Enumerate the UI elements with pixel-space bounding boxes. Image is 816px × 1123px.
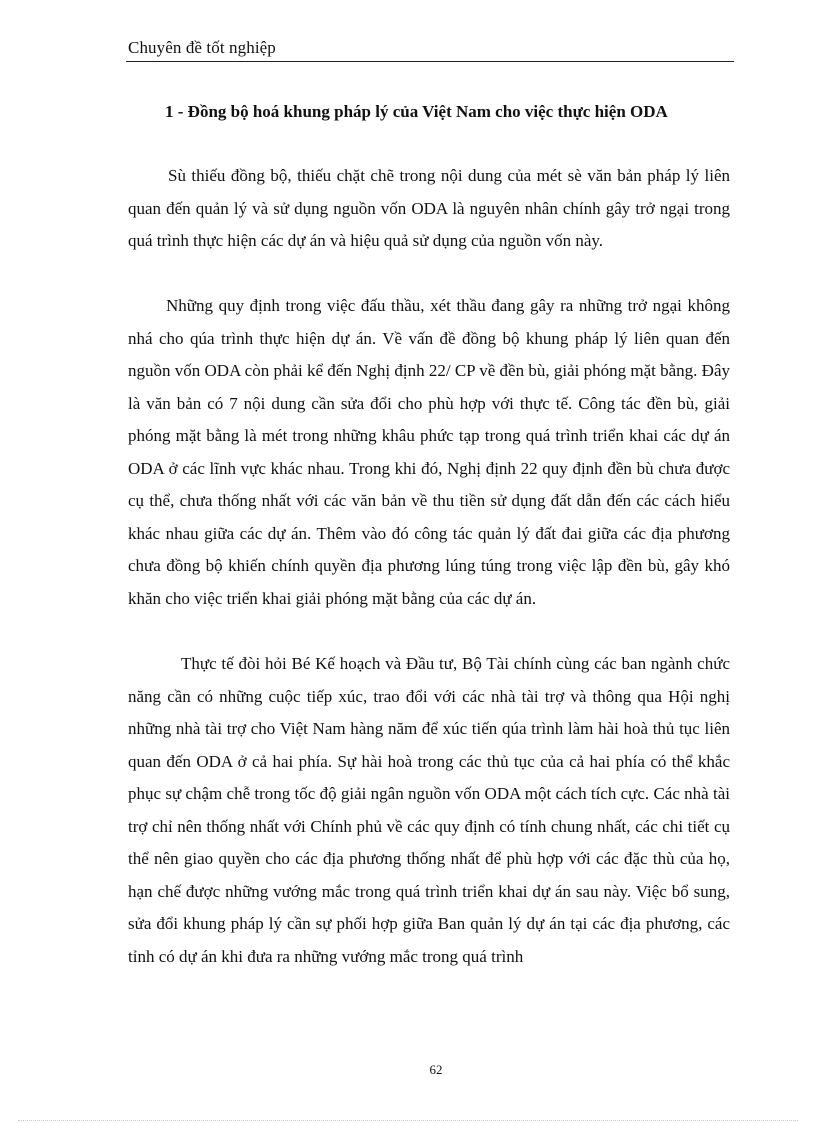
header-divider [126, 61, 734, 62]
body-paragraph-2: Những quy định trong việc đấu thầu, xét thầu đang gây ra những trở ngại không nhá cho qúa trình thực hiện dự án. Về vấn đề đồng bộ khung pháp lý liên quan đến nguồn vốn ODA còn phải kể đến Nghị định 22/ CP về đền bù, giải phóng mặt bằng. Đây là văn bản có 7 nội dung cần sửa đổi cho phù hợp với thực tế. Công tác đền bù, giải phóng mặt bằng là mét trong những khâu phức tạp trong quá trình triển khai các dự án ODA ở các lĩnh vực khác nhau. Trong khi đó, Nghị định 22 quy định đền bù chưa được cụ thể, chưa thống nhất với các văn bản về thu tiền sử dụng đất dẫn đến các cách hiểu khác nhau giữa các dự án. Thêm vào đó công tác quản lý đất đai giữa các địa phương chưa đồng bộ khiến chính quyền địa phương lúng túng trong việc lập đền bù, gây khó khăn cho việc triển khai giải phóng mặt bằng của các dự án. [128, 296, 730, 608]
body-paragraph-3: Thực tế đòi hỏi Bé Kế hoạch và Đầu tư, Bộ Tài chính cùng các ban ngành chức năng cần có những cuộc tiếp xúc, trao đổi với các nhà tài trợ và thông qua Hội nghị những nhà tài trợ cho Việt Nam hàng năm để xúc tiến qúa trình làm hài hoà thủ tục liên quan đến ODA ở cả hai phía. Sự hài hoà trong các thủ tục của cả hai phía có thể khắc phục sự chậm chễ trong tốc độ giải ngân nguồn vốn ODA một cách tích cực. Các nhà tài trợ chỉ nên thống nhất với Chính phủ về các quy định có tính chung nhất, các chi tiết cụ thể nên giao quyền cho các địa phương thống nhất để phù hợp với các đặc thù của họ, hạn chế được những vướng mắc trong quá trình triển khai dự án sau này. Việc bổ sung, sửa đổi khung pháp lý cần sự phối hợp giữa Ban quản lý dự án tại các địa phương, các tỉnh có dự án khi đưa ra những vướng mắc trong quá trình [128, 654, 730, 966]
page-bottom-border [18, 1120, 798, 1121]
section-heading: 1 - Đồng bộ hoá khung pháp lý của Việt Nam cho việc thực hiện ODA [165, 102, 668, 121]
body-paragraph-1: Sù thiếu đồng bộ, thiếu chặt chẽ trong nội dung của mét sè văn bản pháp lý liên quan đến quản lý và sử dụng nguồn vốn ODA là nguyên nhân chính gây trở ngại trong quá trình thực hiện các dự án và hiệu quả sử dụng của nguồn vốn này. [128, 166, 730, 250]
page-number: 62 [429, 1062, 443, 1077]
document-header-title: Chuyên đề tốt nghiệp [128, 38, 276, 57]
